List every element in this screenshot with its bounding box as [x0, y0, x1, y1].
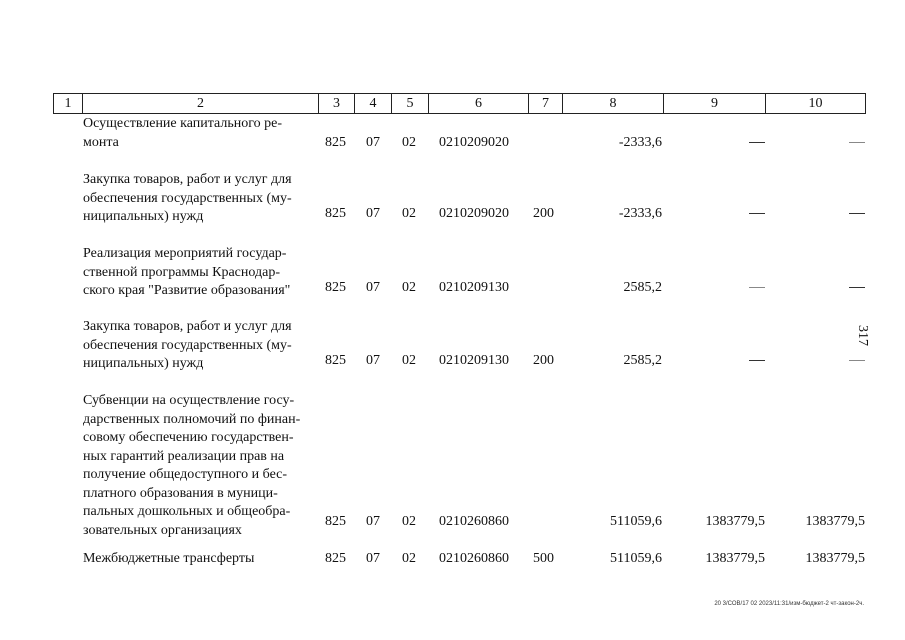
cell-col-7: 500	[533, 551, 554, 566]
cell-col-3: 825	[325, 206, 346, 221]
description-line: Реализация мероприятий государ-	[83, 246, 287, 261]
cell-col-9-dash	[749, 352, 765, 371]
cell-col-6: 0210260860	[439, 551, 509, 566]
cell-col-7: 200	[533, 206, 554, 221]
table-header	[53, 93, 866, 114]
description-line: ственной программы Краснодар-	[83, 264, 280, 280]
cell-col-10: 1383779,5	[805, 551, 865, 566]
cell-col-10-dash	[849, 134, 865, 153]
cell-col-9-dash	[749, 279, 765, 298]
header-col-7: 7	[528, 94, 562, 113]
description-line: ского края "Развитие образования"	[83, 283, 291, 298]
cell-col-4: 07	[366, 134, 380, 150]
row-description	[83, 392, 317, 540]
description-line: ниципальных) нужд	[83, 209, 204, 224]
cell-col-4: 07	[366, 353, 380, 368]
header-col-8: 8	[562, 94, 663, 113]
cell-col-4: 07	[366, 206, 380, 221]
header-col-6: 6	[428, 94, 528, 113]
cell-col-9-dash	[749, 134, 765, 153]
cell-col-10-dash	[849, 279, 865, 298]
header-col-4: 4	[354, 94, 391, 113]
description-line: пальных дошкольных и общеобра-	[83, 504, 291, 519]
description-line: ниципальных) нужд	[83, 356, 204, 371]
cell-col-6: 0210209130	[439, 280, 509, 295]
description-line: Закупка товаров, работ и услуг для	[83, 319, 292, 334]
description-line: зовательных организациях	[83, 522, 242, 538]
cell-col-5: 02	[402, 353, 416, 368]
header-col-9: 9	[663, 94, 765, 113]
cell-col-3: 825	[325, 514, 346, 529]
cell-col-8: 511059,6	[610, 514, 662, 529]
description-line: получение общедоступного и бес-	[83, 467, 288, 482]
description-line: ных гарантий реализации прав на	[83, 448, 285, 464]
cell-col-5: 02	[402, 551, 416, 566]
description-line: совому обеспечению государствен-	[83, 430, 294, 445]
cell-col-3: 825	[325, 134, 346, 150]
row-description	[83, 318, 317, 374]
cell-col-5: 02	[402, 280, 416, 295]
cell-col-4: 07	[366, 280, 380, 295]
cell-col-8: -2333,6	[618, 134, 662, 150]
description-line: дарственных полномочий по финан-	[83, 411, 301, 427]
cell-col-5: 02	[402, 134, 416, 150]
cell-col-4: 07	[366, 514, 380, 529]
row-description	[83, 550, 317, 569]
header-col-10: 10	[765, 94, 866, 113]
cell-col-9: 1383779,5	[705, 514, 765, 529]
row-description	[83, 171, 317, 227]
footer-doc-id: 20 3/СОВ/17 02 2023/11:31/изм-бюджет-2 чт-закон-2ч.	[714, 601, 864, 607]
cell-col-10: 1383779,5	[805, 514, 865, 529]
cell-col-6: 0210260860	[439, 514, 509, 529]
cell-col-9: 1383779,5	[705, 551, 765, 566]
cell-col-8: 2585,2	[623, 353, 662, 368]
description-line: обеспечения государственных (му-	[83, 337, 292, 353]
row-description	[83, 115, 317, 152]
description-line: обеспечения государственных (му-	[83, 190, 292, 206]
cell-col-3: 825	[325, 551, 346, 566]
description-line: Осуществление капитального ре-	[83, 116, 283, 131]
cell-col-10-dash	[849, 352, 865, 371]
cell-col-6: 0210209020	[439, 134, 509, 150]
header-col-3: 3	[318, 94, 354, 113]
cell-col-4: 07	[366, 551, 380, 566]
cell-col-6: 0210209020	[439, 206, 509, 221]
header-col-5: 5	[391, 94, 428, 113]
page-number: 317	[855, 325, 870, 346]
cell-col-3: 825	[325, 280, 346, 295]
description-line: платного образования в муници-	[83, 485, 278, 501]
cell-col-9-dash	[749, 205, 765, 224]
description-line: монта	[83, 134, 119, 150]
header-col-2: 2	[82, 94, 318, 113]
cell-col-3: 825	[325, 353, 346, 368]
cell-col-6: 0210209130	[439, 353, 509, 368]
cell-col-8: 2585,2	[623, 280, 662, 295]
cell-col-8: -2333,6	[618, 206, 662, 221]
description-line: Закупка товаров, работ и услуг для	[83, 172, 292, 187]
cell-col-10-dash	[849, 205, 865, 224]
description-line: Субвенции на осуществление госу-	[83, 393, 295, 408]
cell-col-5: 02	[402, 514, 416, 529]
description-line: Межбюджетные трансферты	[83, 551, 255, 566]
header-col-1: 1	[53, 94, 82, 113]
row-description	[83, 245, 317, 301]
cell-col-7: 200	[533, 353, 554, 368]
cell-col-8: 511059,6	[610, 551, 662, 566]
cell-col-5: 02	[402, 206, 416, 221]
